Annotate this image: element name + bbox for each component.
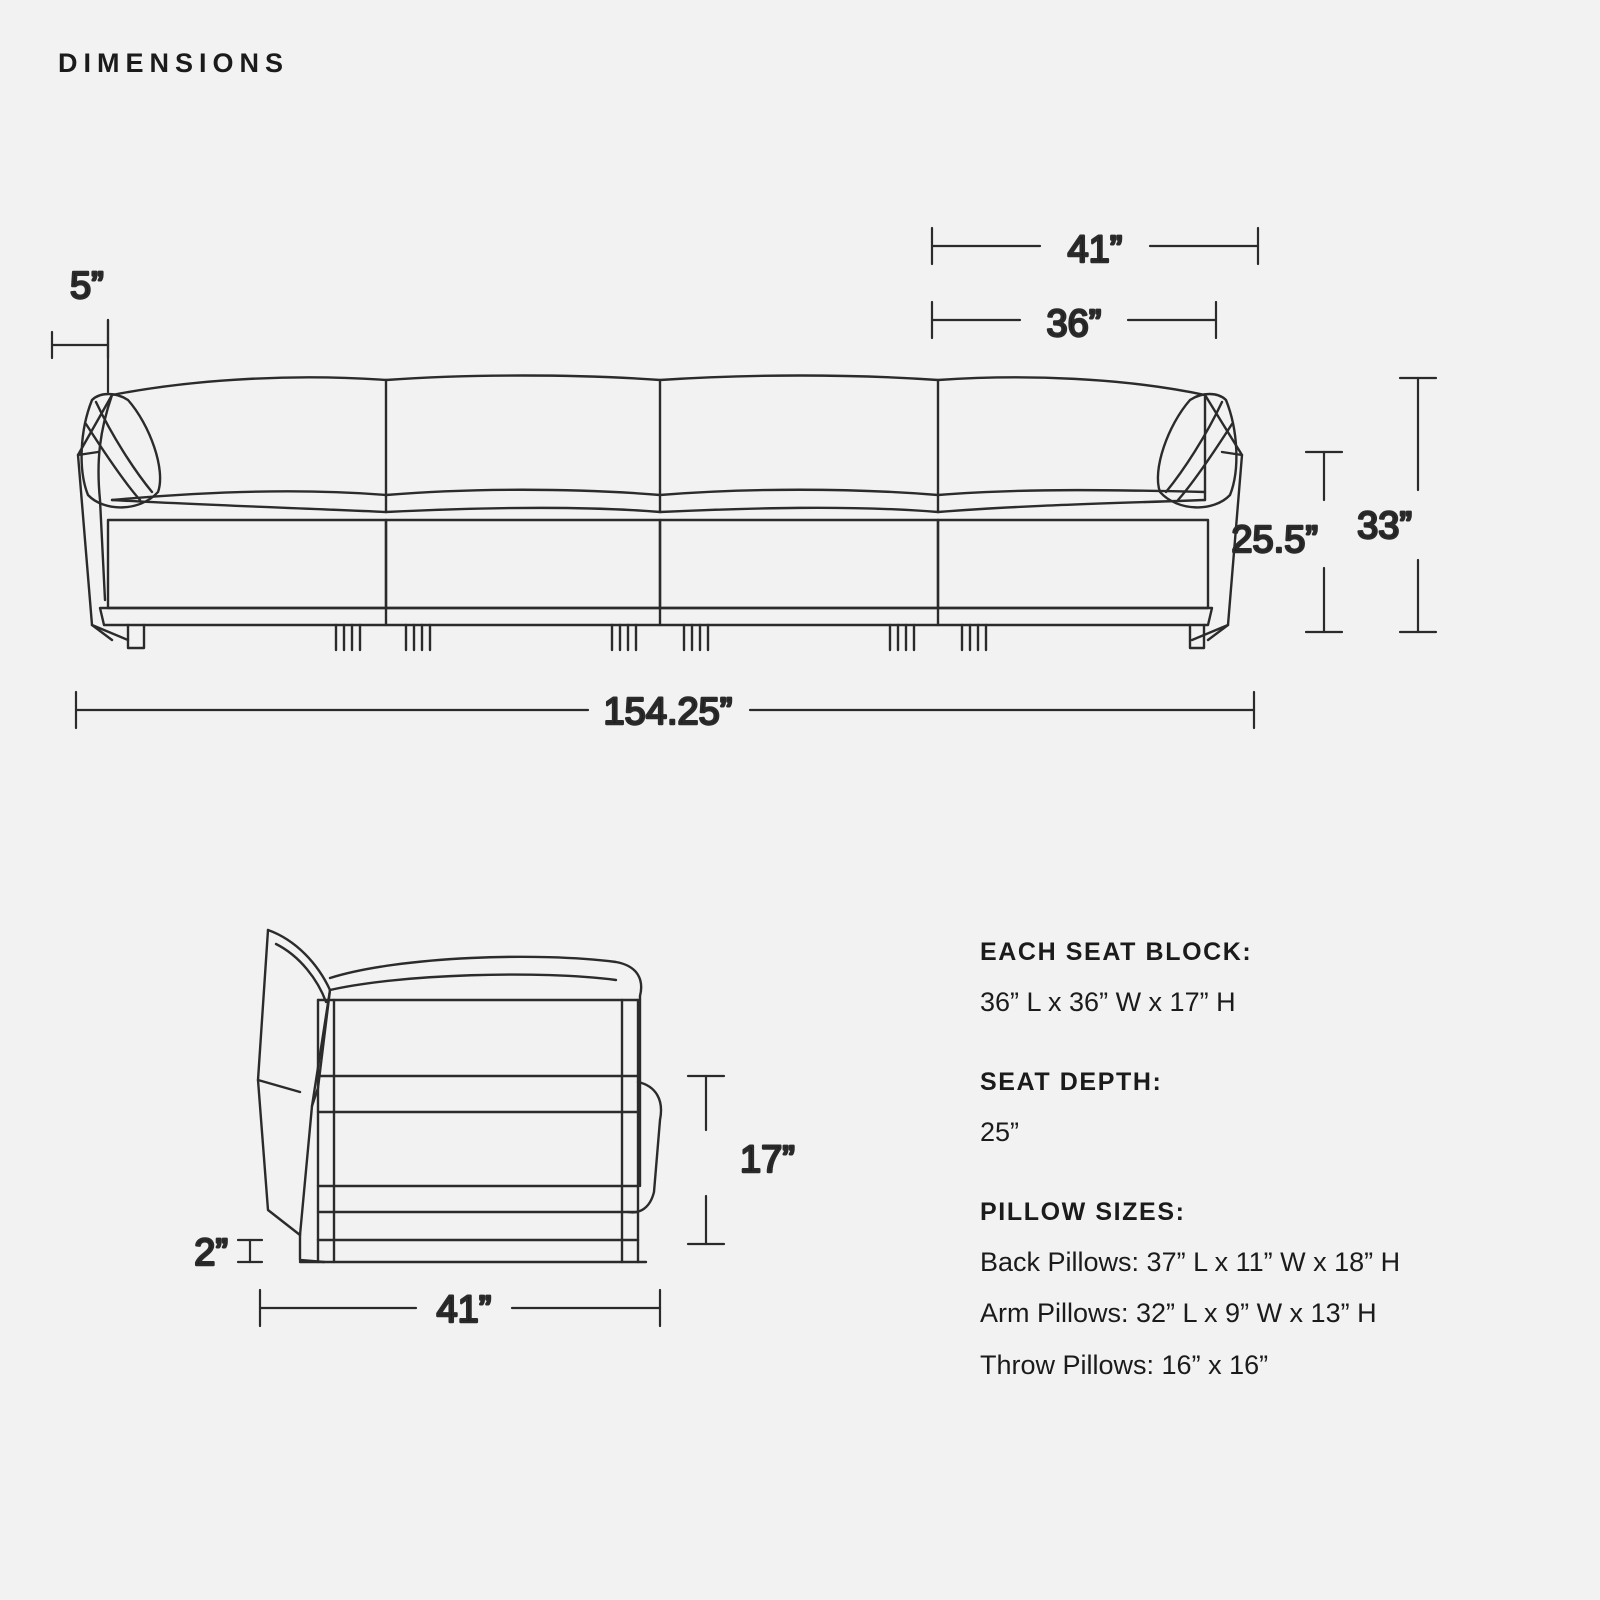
front-module-width-label: 36” <box>1046 303 1102 345</box>
spec-heading: EACH SEAT BLOCK: <box>980 938 1253 966</box>
front-overall-height-label: 33” <box>1357 505 1412 547</box>
spec-value: 36” L x 36” W x 17” H <box>980 987 1236 1017</box>
side-seat-height-label: 17” <box>740 1139 795 1181</box>
front-depth-top-label: 41” <box>1067 229 1123 271</box>
front-view-sofa <box>78 376 1242 651</box>
spec-value: 25” <box>980 1117 1020 1148</box>
side-view-sofa <box>258 930 661 1262</box>
spec-group-seat-block <box>980 938 1540 1022</box>
side-depth-label: 41” <box>436 1289 492 1331</box>
front-overall-width-label: 154.25” <box>603 691 733 733</box>
spec-group-seat-depth <box>980 1068 1540 1152</box>
spec-list <box>980 938 1540 1431</box>
page-title: DIMENSIONS <box>58 48 290 78</box>
side-leg-height-label: 2” <box>194 1232 228 1274</box>
front-view-dimensions <box>52 228 1436 728</box>
front-arm-width-label: 5” <box>70 265 104 307</box>
spec-value: Throw Pillows: 16” x 16” <box>980 1349 1269 1380</box>
spec-group-pillow-sizes <box>980 1198 1540 1384</box>
front-seat-height-label: 25.5” <box>1231 519 1318 561</box>
spec-heading: SEAT DEPTH: <box>980 1068 1163 1097</box>
spec-value: Back Pillows: 37” L x 11” W x 18” H <box>980 1247 1401 1278</box>
spec-heading: PILLOW SIZES: <box>980 1198 1186 1227</box>
spec-value: Arm Pillows: 32” L x 9” W x 13” H <box>980 1298 1377 1329</box>
